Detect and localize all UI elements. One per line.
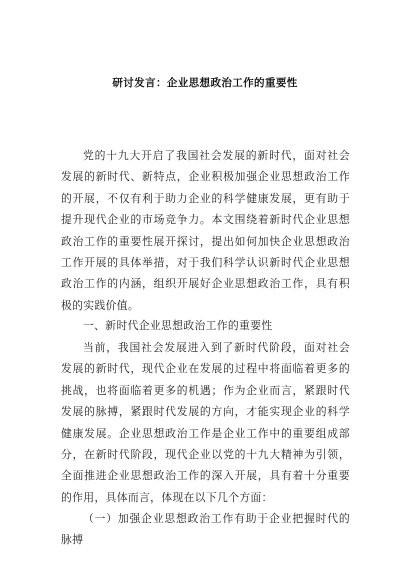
subsection-heading: （一）加强企业思想政治工作有助于企业把握时代的脉搏	[61, 512, 350, 547]
intro-paragraph: 党的十九大开启了我国社会发展的新时代，面对社会发展的新时代、新特点，企业积极加强企业思想政治工作的开展，不仅有利于助力企业的科学健康发展，更有助于提升现代企业的市场竞争力。本文围绕着新时代企业思想政治工作的重要性展开探讨，提出如何加快企业思想政治工作开展的具体举措，对于我们科学认识新时代企业思想政治工作的内涵，组织开展好企业思想政治工作，具有积极的实践价值。	[61, 149, 350, 312]
section-heading: 一、新时代企业思想政治工作的重要性	[83, 319, 273, 332]
section-body-paragraph: 当前，我国社会发展进入到了新时代阶段，面对社会发展的新时代，现代企业在发展的过程中将面临着更多的挑战，也将面临着更多的机遇；作为企业而言，紧跟时代发展的脉搏，紧跟时代发展的方向，才能实现企业的科学健康发展。企业思想政治工作是企业工作中的重要组成部分，在新时代阶段，现代企业以党的十九大精神为引领，全面推进企业思想政治工作的深入开展，具有着十分重要的作用，具体而言，体现在以下几个方面：	[61, 341, 350, 504]
document-title: 研讨发言：企业思想政治工作的重要性	[112, 77, 298, 89]
